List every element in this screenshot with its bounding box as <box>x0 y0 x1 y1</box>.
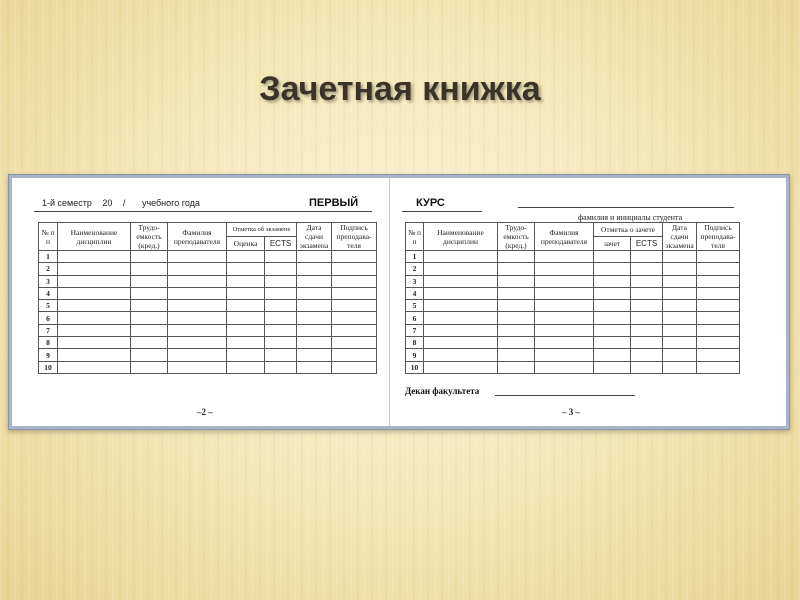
row-number: 9 <box>406 349 424 361</box>
row-number: 7 <box>39 324 58 336</box>
empty-cell <box>424 300 498 312</box>
header-grade: зачет <box>594 237 631 251</box>
empty-cell <box>498 275 535 287</box>
empty-cell <box>297 263 332 275</box>
empty-cell <box>131 263 168 275</box>
empty-cell <box>131 349 168 361</box>
empty-cell <box>697 263 740 275</box>
empty-cell <box>265 324 297 336</box>
empty-cell <box>424 287 498 299</box>
empty-cell <box>697 275 740 287</box>
row-number: 2 <box>406 263 424 275</box>
empty-cell <box>631 349 663 361</box>
empty-cell <box>297 337 332 349</box>
empty-cell <box>168 263 227 275</box>
empty-cell <box>663 312 697 324</box>
empty-cell <box>227 251 265 263</box>
empty-cell <box>332 275 377 287</box>
row-number: 9 <box>39 349 58 361</box>
empty-cell <box>332 324 377 336</box>
row-number: 2 <box>39 263 58 275</box>
empty-cell <box>424 263 498 275</box>
empty-cell <box>631 275 663 287</box>
empty-cell <box>594 349 631 361</box>
empty-cell <box>697 251 740 263</box>
empty-cell <box>498 324 535 336</box>
empty-cell <box>594 324 631 336</box>
empty-cell <box>697 361 740 373</box>
empty-cell <box>131 287 168 299</box>
header-discipline: Наименование дисциплин <box>58 223 131 251</box>
empty-cell <box>58 312 131 324</box>
empty-cell <box>332 263 377 275</box>
student-name-line <box>518 207 734 208</box>
empty-cell <box>498 312 535 324</box>
empty-cell <box>131 275 168 287</box>
header-labor: Трудо-емкость (кред.) <box>498 223 535 251</box>
header-teacher: Фамилия преподавателя <box>535 223 594 251</box>
row-number: 1 <box>39 251 58 263</box>
empty-cell <box>227 324 265 336</box>
header-discipline: Наименование дисциплин <box>424 223 498 251</box>
header-mark-group: Отметка о зачете <box>594 223 663 237</box>
row-number: 6 <box>406 312 424 324</box>
semester-underline <box>34 211 372 212</box>
empty-cell <box>131 337 168 349</box>
empty-cell <box>631 300 663 312</box>
header-labor: Трудо-емкость (кред.) <box>131 223 168 251</box>
empty-cell <box>631 337 663 349</box>
empty-cell <box>498 251 535 263</box>
empty-cell <box>697 349 740 361</box>
empty-cell <box>535 300 594 312</box>
empty-cell <box>594 275 631 287</box>
empty-cell <box>227 275 265 287</box>
record-book-spread <box>12 178 786 426</box>
row-number: 5 <box>406 300 424 312</box>
empty-cell <box>332 287 377 299</box>
empty-cell <box>227 361 265 373</box>
empty-cell <box>631 361 663 373</box>
empty-cell <box>535 337 594 349</box>
table-row <box>406 263 740 275</box>
empty-cell <box>424 275 498 287</box>
empty-cell <box>424 324 498 336</box>
page-number-left: –2 – <box>197 407 213 417</box>
empty-cell <box>227 349 265 361</box>
academic-year-label: учебного года <box>141 198 200 208</box>
empty-cell <box>594 263 631 275</box>
empty-cell <box>58 337 131 349</box>
row-number: 4 <box>406 287 424 299</box>
empty-cell <box>58 275 131 287</box>
header-ects: ECTS <box>631 237 663 251</box>
empty-cell <box>131 251 168 263</box>
empty-cell <box>227 287 265 299</box>
row-number: 3 <box>39 275 58 287</box>
empty-cell <box>535 361 594 373</box>
header-signature: Подпись преподава-теля <box>332 223 377 251</box>
empty-cell <box>168 312 227 324</box>
empty-cell <box>332 251 377 263</box>
empty-cell <box>332 312 377 324</box>
empty-cell <box>265 361 297 373</box>
empty-cell <box>332 349 377 361</box>
empty-cell <box>697 300 740 312</box>
header-grade: Оценка <box>227 237 265 251</box>
empty-cell <box>535 275 594 287</box>
empty-cell <box>227 312 265 324</box>
row-number: 3 <box>406 275 424 287</box>
exam-table <box>38 222 377 374</box>
empty-cell <box>58 361 131 373</box>
dean-label: Декан факультета <box>405 386 480 396</box>
empty-cell <box>697 312 740 324</box>
empty-cell <box>424 312 498 324</box>
table-row <box>406 300 740 312</box>
empty-cell <box>332 361 377 373</box>
row-number: 1 <box>406 251 424 263</box>
empty-cell <box>535 251 594 263</box>
empty-cell <box>131 324 168 336</box>
empty-cell <box>663 263 697 275</box>
table-row <box>39 251 377 263</box>
table-row <box>39 361 377 373</box>
empty-cell <box>535 324 594 336</box>
empty-cell <box>663 251 697 263</box>
empty-cell <box>168 324 227 336</box>
row-number: 4 <box>39 287 58 299</box>
year-prefix: 20 <box>102 198 113 208</box>
empty-cell <box>131 300 168 312</box>
table-row <box>39 263 377 275</box>
page-divider <box>389 178 390 426</box>
row-number: 8 <box>406 337 424 349</box>
empty-cell <box>168 275 227 287</box>
empty-cell <box>58 324 131 336</box>
table-row <box>406 275 740 287</box>
empty-cell <box>631 287 663 299</box>
empty-cell <box>424 361 498 373</box>
table-row <box>406 349 740 361</box>
empty-cell <box>297 312 332 324</box>
empty-cell <box>663 324 697 336</box>
row-number: 7 <box>406 324 424 336</box>
empty-cell <box>227 300 265 312</box>
table-row <box>39 312 377 324</box>
empty-cell <box>297 300 332 312</box>
year-slash: / <box>122 198 126 208</box>
empty-cell <box>58 300 131 312</box>
empty-cell <box>594 312 631 324</box>
empty-cell <box>227 337 265 349</box>
empty-cell <box>424 349 498 361</box>
header-num: № п п <box>39 223 58 251</box>
empty-cell <box>332 300 377 312</box>
first-word: ПЕРВЫЙ <box>309 197 359 209</box>
row-number: 10 <box>406 361 424 373</box>
empty-cell <box>168 287 227 299</box>
empty-cell <box>265 337 297 349</box>
header-ects: ECTS <box>265 237 297 251</box>
empty-cell <box>697 337 740 349</box>
empty-cell <box>594 361 631 373</box>
empty-cell <box>631 251 663 263</box>
header-signature: Подпись преподава-теля <box>697 223 740 251</box>
table-row <box>39 287 377 299</box>
empty-cell <box>168 361 227 373</box>
empty-cell <box>424 337 498 349</box>
empty-cell <box>663 275 697 287</box>
empty-cell <box>535 349 594 361</box>
header-date: Дата сдачи экзамена <box>297 223 332 251</box>
credit-table <box>405 222 740 374</box>
empty-cell <box>265 349 297 361</box>
empty-cell <box>498 349 535 361</box>
empty-cell <box>168 337 227 349</box>
row-number: 8 <box>39 337 58 349</box>
empty-cell <box>594 337 631 349</box>
empty-cell <box>168 251 227 263</box>
semester-line <box>42 198 208 208</box>
empty-cell <box>265 287 297 299</box>
row-number: 6 <box>39 312 58 324</box>
empty-cell <box>535 263 594 275</box>
empty-cell <box>265 312 297 324</box>
table-row <box>406 361 740 373</box>
empty-cell <box>535 312 594 324</box>
empty-cell <box>498 337 535 349</box>
empty-cell <box>265 300 297 312</box>
empty-cell <box>58 263 131 275</box>
header-num: № п п <box>406 223 424 251</box>
table-row <box>39 349 377 361</box>
header-date: Дата сдачи экзамена <box>663 223 697 251</box>
dean-signature-line <box>495 395 635 396</box>
header-mark-group: Отметка об экзамене <box>227 223 297 237</box>
empty-cell <box>265 251 297 263</box>
empty-cell <box>498 263 535 275</box>
row-number: 5 <box>39 300 58 312</box>
empty-cell <box>58 251 131 263</box>
empty-cell <box>424 251 498 263</box>
empty-cell <box>498 287 535 299</box>
empty-cell <box>594 251 631 263</box>
empty-cell <box>697 287 740 299</box>
empty-cell <box>535 287 594 299</box>
empty-cell <box>131 312 168 324</box>
empty-cell <box>168 300 227 312</box>
empty-cell <box>631 263 663 275</box>
empty-cell <box>631 312 663 324</box>
table-row <box>406 337 740 349</box>
empty-cell <box>297 275 332 287</box>
empty-cell <box>663 349 697 361</box>
record-book-image <box>8 174 790 430</box>
empty-cell <box>227 263 265 275</box>
empty-cell <box>297 361 332 373</box>
table-row <box>406 324 740 336</box>
slide-title: Зачетная книжка <box>259 70 541 108</box>
table-row <box>406 251 740 263</box>
empty-cell <box>297 287 332 299</box>
table-row <box>406 312 740 324</box>
row-number: 10 <box>39 361 58 373</box>
header-teacher: Фамилия преподавателя <box>168 223 227 251</box>
empty-cell <box>594 300 631 312</box>
course-underline <box>402 211 482 212</box>
empty-cell <box>663 361 697 373</box>
empty-cell <box>697 324 740 336</box>
empty-cell <box>297 349 332 361</box>
empty-cell <box>131 361 168 373</box>
semester-label: 1-й семестр <box>42 198 92 208</box>
empty-cell <box>498 361 535 373</box>
empty-cell <box>265 275 297 287</box>
empty-cell <box>332 337 377 349</box>
table-row <box>39 337 377 349</box>
empty-cell <box>498 300 535 312</box>
table-row <box>406 287 740 299</box>
empty-cell <box>594 287 631 299</box>
page-number-right: – 3 – <box>562 407 580 417</box>
empty-cell <box>663 337 697 349</box>
table-row <box>39 300 377 312</box>
empty-cell <box>631 324 663 336</box>
empty-cell <box>265 263 297 275</box>
empty-cell <box>58 349 131 361</box>
empty-cell <box>297 324 332 336</box>
empty-cell <box>663 287 697 299</box>
student-name-caption: фамилия и инициалы студента <box>578 213 683 222</box>
empty-cell <box>168 349 227 361</box>
course-word: КУРС <box>416 197 445 209</box>
empty-cell <box>297 251 332 263</box>
table-row <box>39 275 377 287</box>
table-row <box>39 324 377 336</box>
empty-cell <box>663 300 697 312</box>
empty-cell <box>58 287 131 299</box>
